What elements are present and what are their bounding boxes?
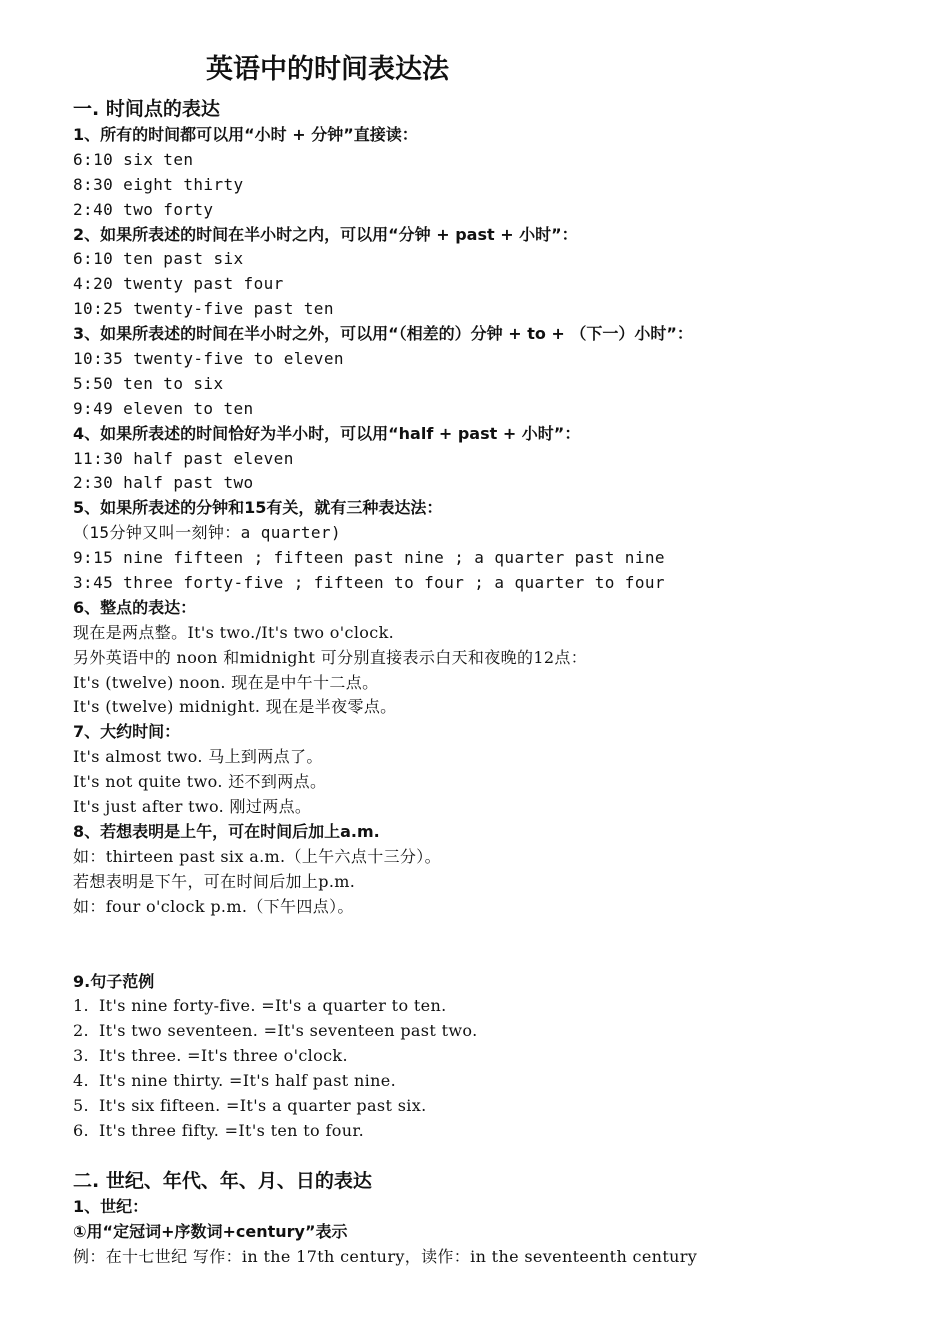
example-line: 9:49 eleven to ten	[73, 398, 254, 418]
example-line: 11:30 half past eleven	[73, 448, 294, 468]
list-item	[73, 1019, 923, 1044]
document-title: 英语中的时间表达法	[206, 54, 449, 85]
example-line: 10:35 twenty-five to eleven	[73, 349, 344, 369]
example-line: 若想表明是下午，可在时间后加上p.m.	[73, 871, 356, 891]
document-page	[73, 48, 923, 1269]
list-item	[73, 994, 923, 1019]
rule-heading: 8、若想表明是上午，可在时间后加上a.m.	[73, 821, 380, 841]
list-number: 1.	[73, 996, 89, 1016]
rule-heading: 5、如果所表述的分钟和15有关，就有三种表达法：	[73, 498, 443, 518]
list-text: It's three. =It's three o'clock.	[99, 1046, 348, 1066]
example-line: 另外英语中的 noon 和midnight 可分别直接表示白天和夜晚的12点：	[73, 647, 588, 667]
example-line: 如：thirteen past six a.m.（上午六点十三分）。	[73, 846, 441, 866]
example-line: 3:45 three forty-five ; fifteen to four ; a quarter to four	[73, 573, 665, 593]
example-line: 如：four o'clock p.m.（下午四点）。	[73, 896, 354, 916]
rule-heading: 1、所有的时间都可以用“小时 + 分钟”直接读：	[73, 125, 418, 144]
list-number: 4.	[73, 1071, 89, 1091]
list-item	[73, 1044, 923, 1069]
list-number: 3.	[73, 1046, 89, 1066]
example-line: 6:10 six ten	[73, 149, 194, 169]
rule-heading: 1、世纪：	[73, 1196, 149, 1216]
example-line: 4:20 twenty past four	[73, 274, 284, 294]
example-line: 2:40 two forty	[73, 199, 214, 219]
rule-heading: 7、大约时间：	[73, 722, 181, 742]
rule-heading: 2、如果所表述的时间在半小时之内，可以用“分钟 + past + 小时”：	[73, 224, 578, 244]
rule-heading: ①用“定冠词+序数词+century”表示	[73, 1221, 348, 1241]
rule-heading: 3、如果所表述的时间在半小时之外，可以用“（相差的）分钟 + to + （下一）小时”：	[73, 324, 693, 344]
example-line: It's (twelve) midnight. 现在是半夜零点。	[73, 697, 397, 717]
list-text: It's six fifteen. =It's a quarter past six.	[99, 1095, 427, 1115]
list-text: It's three fifty. =It's ten to four.	[99, 1120, 365, 1140]
example-line: 8:30 eight thirty	[73, 174, 244, 194]
rule-heading: 4、如果所表述的时间恰好为半小时，可以用“half + past + 小时”：	[73, 423, 581, 443]
list-text: It's nine thirty. =It's half past nine.	[99, 1071, 397, 1091]
list-number: 6.	[73, 1120, 89, 1140]
list-item	[73, 1119, 923, 1144]
example-line: （15分钟又叫一刻钟：a quarter)	[73, 523, 341, 543]
list-item	[73, 1069, 923, 1094]
example-line: It's (twelve) noon. 现在是中午十二点。	[73, 672, 379, 692]
example-line: It's just after two. 刚过两点。	[73, 797, 312, 817]
spacer	[73, 920, 923, 970]
rule-heading: 9.句子范例	[73, 971, 155, 991]
spacer	[73, 1144, 923, 1168]
example-line: 现在是两点整。It's two./It's two o'clock.	[73, 622, 395, 642]
example-line: It's almost two. 马上到两点了。	[73, 747, 323, 767]
list-number: 2.	[73, 1021, 89, 1041]
list-text: It's nine forty-five. =It's a quarter to ten.	[99, 996, 447, 1016]
list-item	[73, 1094, 923, 1119]
example-line: 6:10 ten past six	[73, 249, 244, 269]
section-heading: 一. 时间点的表达	[73, 98, 220, 120]
example-line: 5:50 ten to six	[73, 373, 224, 393]
example-line: 10:25 twenty-five past ten	[73, 299, 334, 319]
section-heading: 二. 世纪、年代、年、月、日的表达	[73, 1169, 372, 1192]
list-text: It's two seventeen. =It's seventeen past two.	[99, 1021, 478, 1041]
example-line: 9:15 nine fifteen ; fifteen past nine ; a quarter past nine	[73, 548, 665, 568]
example-line: 2:30 half past two	[73, 473, 254, 493]
example-line: 例：在十七世纪 写作：in the 17th century，读作：in the seventeenth century	[73, 1246, 698, 1266]
list-number: 5.	[73, 1095, 89, 1115]
rule-heading: 6、整点的表达：	[73, 597, 197, 617]
example-line: It's not quite two. 还不到两点。	[73, 772, 327, 792]
